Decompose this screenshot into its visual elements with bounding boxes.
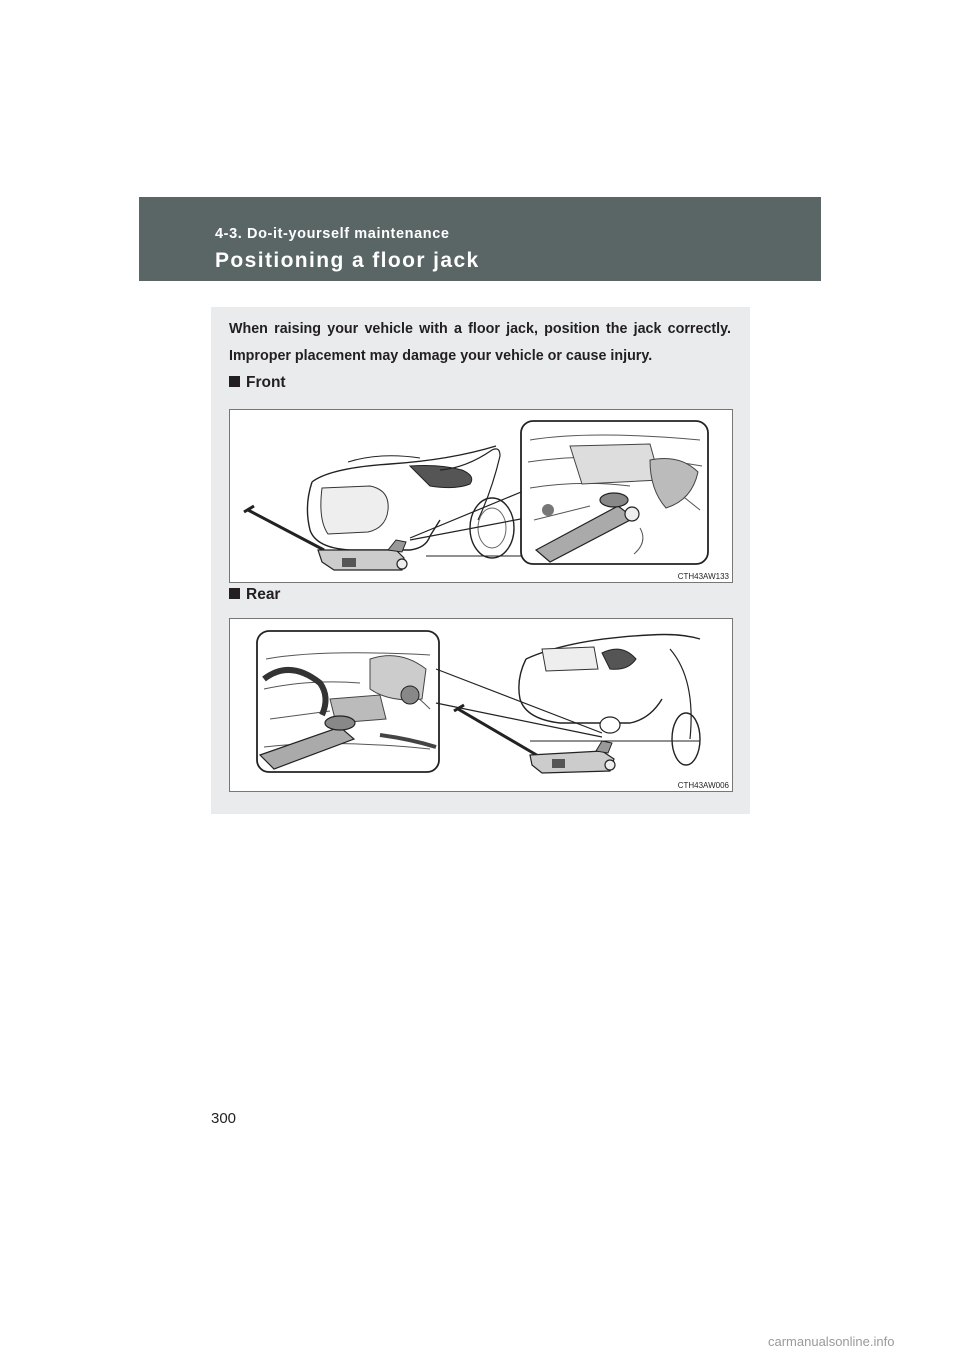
- watermark[interactable]: carmanualsonline.info: [768, 1334, 895, 1349]
- section-label: 4-3. Do-it-yourself maintenance: [215, 226, 450, 242]
- rear-heading-label: Rear: [246, 586, 281, 603]
- rear-illustration-drawing: [230, 619, 734, 793]
- intro-text: When raising your vehicle with a floor jack, position the jack correctly. Improper placement may damage your vehicle or cause injury.: [229, 321, 731, 364]
- rear-figure-code: CTH43AW006: [677, 781, 729, 790]
- square-bullet-icon: [229, 588, 240, 599]
- page-title: Positioning a floor jack: [215, 249, 480, 272]
- chapter-header: [139, 197, 821, 281]
- square-bullet-icon: [229, 376, 240, 387]
- page-number: 300: [211, 1110, 237, 1127]
- front-jack-illustration: [229, 409, 733, 583]
- front-figure-code: CTH43AW133: [677, 572, 729, 581]
- front-heading-label: Front: [246, 374, 286, 391]
- rear-jack-illustration: [229, 618, 733, 792]
- front-heading: [229, 374, 286, 392]
- front-illustration-drawing: [230, 410, 734, 584]
- rear-heading: [229, 586, 280, 604]
